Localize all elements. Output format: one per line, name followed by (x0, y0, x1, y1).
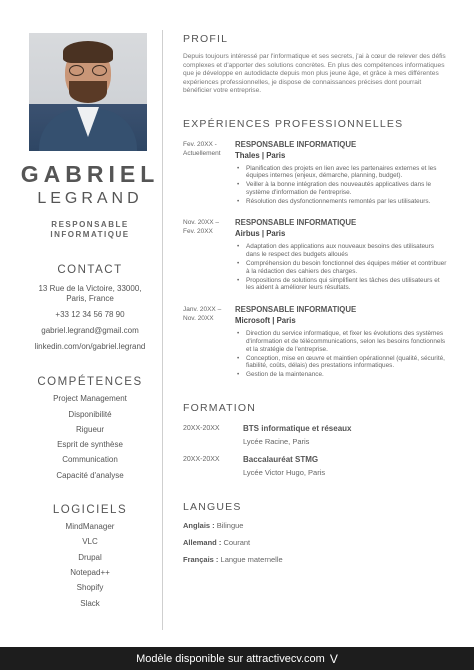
date-start: Fev. 20XX - (183, 140, 217, 148)
language-item (183, 555, 448, 564)
experience-bullets (235, 330, 448, 379)
logiciels-list (20, 522, 160, 607)
footer-text[interactable]: Modèle disponible sur attractivecv.com (136, 652, 325, 665)
experience-bullets (235, 243, 448, 292)
v-logo-icon: V (329, 651, 338, 666)
date-end: Nov. 20XX (183, 315, 214, 323)
language-name: Français : (183, 555, 219, 565)
profile-photo (29, 33, 147, 151)
language-name: Anglais : (183, 521, 215, 531)
list-item: Notepad++ (70, 567, 110, 577)
list-item: • Adaptation des applications aux nouveaux besoins des utilisateurs dans le respect des budgets alloués (235, 243, 448, 259)
logiciels-heading: LOGICIELS (52, 503, 128, 516)
experience-item (183, 305, 448, 380)
date-start: Janv. 20XX – (183, 306, 222, 314)
list-item: • Direction du service informatique, et fixer les évolutions des systèmes d'information et de télécommunications, selon les besoins fonctionnels et la stratégie de l'entreprise. (235, 330, 448, 353)
left-column (20, 28, 160, 608)
first-name: GABRIEL (20, 161, 160, 187)
list-item: • Veiller à la bonne intégration des nouveautés applicatives dans le système d'information de l'entreprise. (235, 181, 448, 197)
profil-text: Depuis toujours intéressé par l'informatique et ses secrets, j'ai à cœur de relever des défis complexes et d'apporter des solutions concrètes. En plus des compétences informatiques que je développe en autodidacte depuis mon plus jeune âge, et grâce à mes différentes expériences professionnelles, je dispose de connaissances précises dont pourrait bénéficier votre entreprise. (183, 53, 446, 94)
contact-heading: CONTACT (57, 264, 123, 276)
contact-linkedin[interactable]: linkedin.com/on/gabriel.legrand (34, 342, 146, 351)
experience-date (183, 140, 235, 207)
list-item: Project Management (53, 394, 127, 404)
experiences-heading: EXPÉRIENCES PROFESSIONNELLES (183, 117, 404, 130)
experience-job-title: RESPONSABLE INFORMATIQUE (235, 218, 357, 228)
language-item (183, 538, 448, 547)
list-item: • Conception, mise en œuvre et maintien opérationnel (qualité, sécurité, fiabilité, coûts, délais) des prestations informatiques. (235, 355, 448, 371)
contact-email[interactable]: gabriel.legrand@gmail.com (41, 326, 139, 335)
experience-company: Thales | Paris (235, 150, 286, 160)
address-line1: 13 Rue de la Victoire, 33000, (38, 284, 142, 293)
formation-school: Lycée Racine, Paris (243, 437, 310, 447)
competences-list (20, 394, 160, 479)
list-item: MindManager (65, 522, 115, 532)
list-item: • Compréhension du besoin fonctionnel des équipes métier et contribuer à la rédaction des cahiers des charges. (235, 260, 448, 276)
list-item: Communication (62, 455, 118, 465)
experience-bullets (235, 165, 448, 206)
experience-company: Microsoft | Paris (235, 316, 296, 326)
contact-address (20, 284, 160, 304)
experience-date (183, 218, 235, 293)
list-item: Rigueur (75, 424, 104, 434)
list-item: Esprit de synthèse (57, 440, 123, 450)
formation-item (183, 455, 448, 477)
formation-title: BTS informatique et réseaux (243, 424, 352, 434)
experience-job-title: RESPONSABLE INFORMATIQUE (235, 139, 357, 149)
list-item: • Propositions de solutions qui simplifient les tâches des utilisateurs et les aident à améliorer leurs résultats. (235, 277, 448, 293)
langues-heading: LANGUES (183, 501, 242, 514)
formation-date: 20XX-20XX (183, 425, 220, 433)
list-item: Disponibilité (68, 409, 112, 419)
list-item: Drupal (78, 552, 102, 562)
column-divider (162, 30, 163, 630)
experience-date (183, 305, 235, 380)
experience-company: Airbus | Paris (235, 229, 286, 239)
language-level: Bilingue (216, 521, 244, 531)
job-title-line2: INFORMATIQUE (50, 230, 130, 239)
footer-banner[interactable] (0, 647, 474, 670)
list-item: Slack (80, 598, 100, 608)
list-item: • Gestion de la maintenance. (235, 371, 448, 379)
job-title (20, 220, 160, 240)
list-item: Shopify (76, 583, 104, 593)
list-item: VLC (82, 537, 98, 547)
date-start: Nov. 20XX – (183, 219, 220, 227)
job-title-line1: RESPONSABLE (51, 220, 129, 229)
language-level: Langue maternelle (220, 555, 283, 565)
date-end: Actuellement (183, 149, 221, 157)
last-name: LEGRAND (37, 190, 143, 207)
date-end: Fev. 20XX (183, 228, 213, 236)
experience-job-title: RESPONSABLE INFORMATIQUE (235, 305, 357, 315)
list-item: Capacité d'analyse (56, 470, 124, 480)
right-column (183, 33, 448, 564)
formation-item (183, 424, 448, 446)
competences-heading: COMPÉTENCES (37, 376, 143, 388)
language-level: Courant (223, 538, 251, 548)
language-name: Allemand : (183, 538, 222, 548)
formation-date: 20XX-20XX (183, 456, 220, 464)
formation-heading: FORMATION (183, 402, 257, 415)
experience-item (183, 218, 448, 293)
formation-school: Lycée Victor Hugo, Paris (243, 468, 326, 478)
list-item: • Résolution des dysfonctionnements remontés par les utilisateurs. (235, 198, 448, 206)
profil-heading: PROFIL (183, 33, 229, 45)
address-line2: Paris, France (66, 294, 114, 303)
language-item (183, 521, 448, 530)
langues-list (183, 521, 448, 564)
experience-item (183, 140, 448, 207)
contact-phone: +33 12 34 56 78 90 (55, 310, 125, 319)
formation-title: Baccalauréat STMG (243, 455, 319, 465)
list-item: • Planification des projets en lien avec les partenaires externes et les équipes internes (enjeux, démarche, planning, budget). (235, 165, 448, 181)
